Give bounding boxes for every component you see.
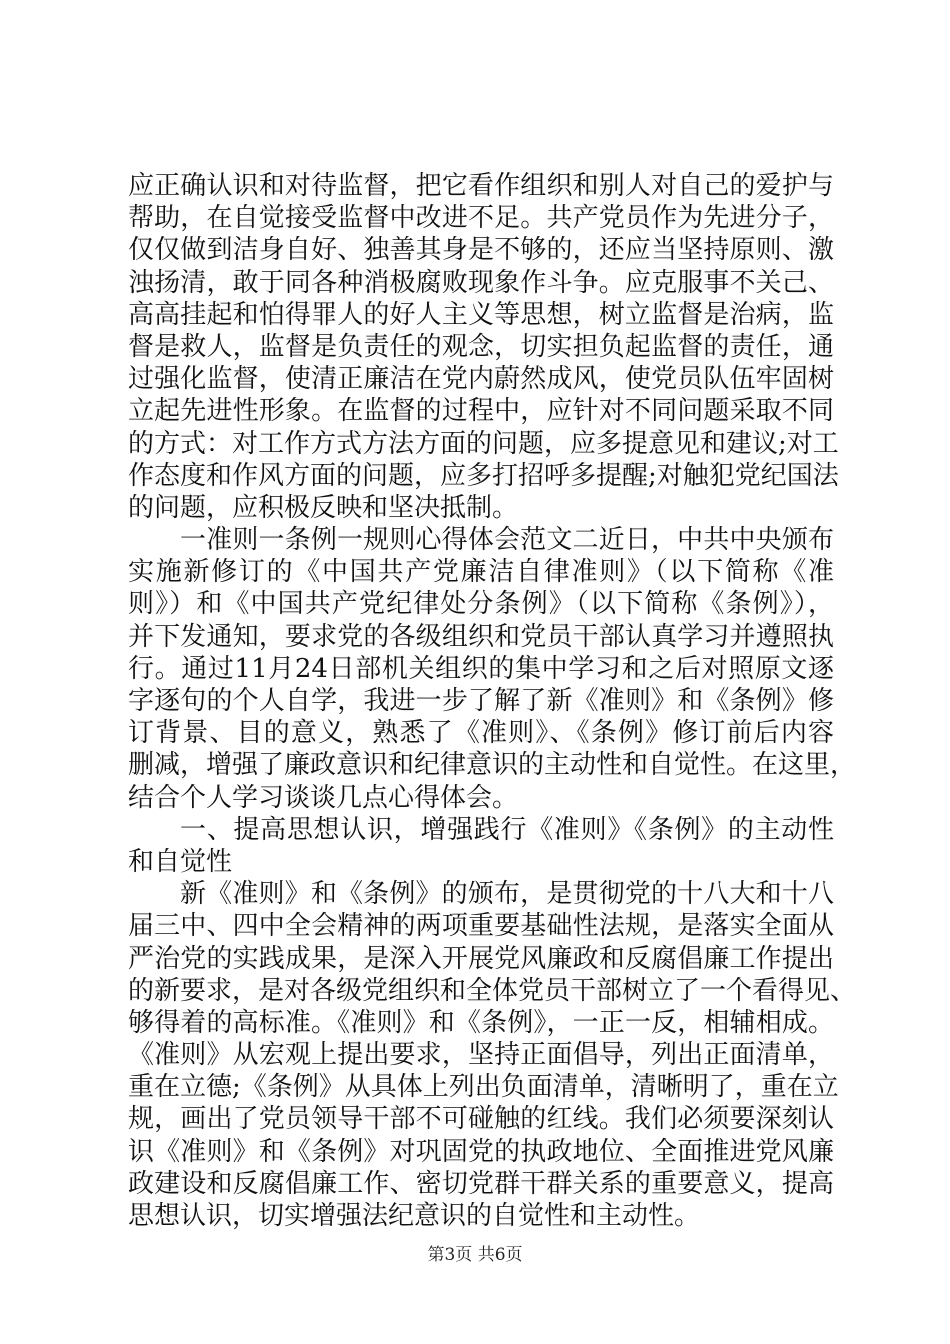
text-line: 帮助，在自觉接受监督中改进不足。共产党员作为先进分子，	[128, 203, 834, 234]
text-line: 识《准则》和《条例》对巩固党的执政地位、全面推进党风廉	[128, 1136, 834, 1167]
text-line: 思想认识，切实增强法纪意识的自觉性和主动性。	[128, 1201, 701, 1231]
text-line: 仅仅做到洁身自好、独善其身是不够的，还应当坚持原则、激	[128, 235, 834, 266]
text-line: 严治党的实践成果，是深入开展党风廉政和反腐倡廉工作提出	[128, 943, 834, 974]
text-line: 《准则》从宏观上提出要求，坚持正面倡导，列出正面清单，	[128, 1040, 834, 1071]
section-heading-line: 和自觉性	[128, 846, 233, 877]
paragraph-start-line: 新《准则》和《条例》的颁布，是贯彻党的十八大和十八	[180, 879, 834, 910]
text-line: 高高挂起和怕得罪人的好人主义等思想，树立监督是治病，监	[128, 299, 834, 330]
text-line: 字逐句的个人自学，我进一步了解了新《准则》和《条例》修	[128, 686, 834, 716]
text-line: 结合个人学习谈谈几点心得体会。	[128, 782, 519, 813]
text-line: 重在立德;《条例》从具体上列出负面清单，清晰明了，重在立	[128, 1072, 839, 1103]
text-line: 订背景、目的意义，熟悉了《准则》、《条例》修订前后内容	[128, 718, 834, 749]
text-line: 应正确认识和对待监督，把它看作组织和别人对自己的爱护与	[128, 171, 834, 201]
text-line: 够得着的高标准。《准则》和《条例》，一正一反，相辅相成。	[128, 1007, 834, 1038]
text-line: 政建设和反腐倡廉工作、密切党群干群关系的重要意义，提高	[128, 1168, 834, 1199]
text-line: 过强化监督，使清正廉洁在党内蔚然成风，使党员队伍牢固树	[128, 364, 834, 395]
text-line: 删减，增强了廉政意识和纪律意识的主动性和自觉性。在这里，	[128, 750, 857, 781]
text-line: 作态度和作风方面的问题，应多打招呼多提醒;对触犯党纪国法	[128, 460, 839, 491]
text-line: 督是救人，监督是负责任的观念，切实担负起监督的责任，通	[128, 331, 834, 362]
text-line: 的方式：对工作方式方法方面的问题，应多提意见和建议;对工	[128, 428, 839, 459]
text-line: 并下发通知，要求党的各级组织和党员干部认真学习并遵照执	[128, 621, 834, 652]
page-number-footer: 第3页 共6页	[427, 1245, 523, 1265]
text-line: 实施新修订的《中国共产党廉洁自律准则》（以下简称《准	[128, 557, 834, 588]
text-line: 浊扬清，敢于同各种消极腐败现象作斗争。应克服事不关己、	[128, 267, 834, 298]
document-body	[128, 170, 857, 1232]
text-line: 的新要求，是对各级党组织和全体党员干部树立了一个看得见、	[128, 975, 857, 1006]
section-heading-line: 一、提高思想认识，增强践行《准则》《条例》的主动性	[180, 814, 834, 845]
text-line: 的问题，应积极反映和坚决抵制。	[128, 492, 519, 523]
text-line: 届三中、四中全会精神的两项重要基础性法规，是落实全面从	[128, 911, 834, 942]
text-line: 行。通过11月24日部机关组织的集中学习和之后对照原文逐	[128, 653, 834, 684]
paragraph-start-line: 一准则一条例一规则心得体会范文二近日，中共中央颁布	[180, 525, 834, 556]
text-line: 则》）和《中国共产党纪律处分条例》（以下简称《条例》），	[128, 589, 834, 620]
text-line: 规，画出了党员领导干部不可碰触的红线。我们必须要深刻认	[128, 1104, 834, 1135]
text-line: 立起先进性形象。在监督的过程中，应针对不同问题采取不同	[128, 396, 834, 427]
